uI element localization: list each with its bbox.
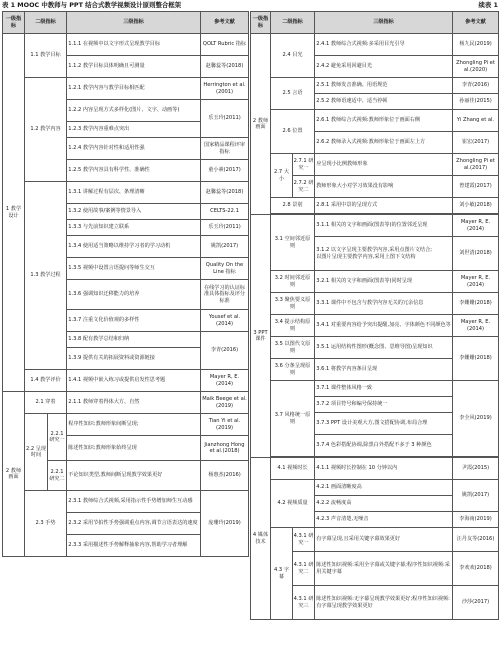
reference-cell: 在线学习的认证标准具体指标及评分标准 [201, 280, 249, 310]
indicator-cell: 1.3.8 配有教学总结和归纳 [67, 332, 201, 348]
table-row [251, 198, 499, 214]
subcategory-cell: 3.5 以图代文原则 [271, 337, 315, 359]
reference-cell: Mayer R, E.(2014) [201, 370, 249, 392]
indicator-cell: 4.1.1 视频时长控制在 10 分钟以内 [315, 458, 453, 480]
table-row [3, 491, 249, 513]
category-cell: 3 PPT 课件 [251, 215, 271, 458]
indicator-cell: 1.2.2 内容呈现方式多样化(图片、文字、动画等) [67, 100, 201, 122]
table-header-row [251, 12, 499, 34]
reference-cell: Mayer R, E.(2014) [453, 315, 499, 337]
reference-cell: 刘小敏(2018) [453, 198, 499, 214]
indicator-cell: 1.2.3 教学内容重难点突出 [67, 122, 201, 138]
indicator-cell: 不论知识类型,教师间断呈现教学效果更好 [67, 461, 201, 491]
indicator-cell: 1.1.2 教学目标具体明确且可测量 [67, 56, 201, 78]
indicator-cell: 3.1.1 相关的文字和画面(图表等)的位置邻近呈现 [315, 215, 453, 237]
subcategory-cell: 3.6 分条呈现原则 [271, 359, 315, 381]
reference-cell: Jianzhong Hong et al.(2018) [201, 436, 249, 461]
reference-cell: 汪丹友等(2016) [453, 528, 499, 552]
table-row [251, 528, 499, 552]
reference-cell: 李全风(2019) [453, 381, 499, 457]
indicator-cell: 教师形象大小对学习效果没有影响 [315, 176, 453, 198]
reference-cell: 赵馨蕊等(2018) [201, 182, 249, 204]
indicator-cell: 3.7.2 项目符号和编号保持统一 [315, 397, 453, 413]
left-table [2, 11, 249, 557]
category-cell: 4 媒体技术 [251, 458, 271, 620]
reference-cell: 刘世清(2018) [453, 237, 499, 271]
table-header-row [3, 12, 249, 34]
reference-cell: Mayer R, E.(2014) [453, 271, 499, 293]
indicator-cell: 2.4.1 教师综合式视频:多采用目光引导 [315, 34, 453, 56]
subcategory-cell: 2.2 呈现时间 [25, 414, 48, 491]
reference-cell: 李欢欢(2018) [453, 552, 499, 586]
indicator-cell: 3.2.1 相关的文字和画面(图表等)同时呈现 [315, 271, 453, 293]
reference-cell: 李海南(2019) [453, 512, 499, 528]
indicator-cell [315, 237, 453, 271]
indicator-cell: 3.3.1 课件中不包含与教学内容无关的冗余信息 [315, 293, 453, 315]
table-row [3, 182, 249, 204]
reference-cell: 孙丽佳(2015) [453, 94, 499, 110]
reference-cell: 赵馨蕊等(2018) [201, 56, 249, 78]
table-row [3, 392, 249, 414]
col-header-level2: 二级指标 [25, 12, 67, 34]
col-header-level1: 一级指标 [251, 12, 271, 34]
subcategory-cell: 4.1 视频时长 [271, 458, 315, 480]
col-header-reference: 参考文献 [201, 12, 249, 34]
indicator-cell: 3.7.3 PPT 设计美观大方,图文搭配协调,布局合理 [315, 413, 453, 435]
indicator-cell: 3.4.1 对重要内容给予突出提醒,加亮、字体颜色不同颜色等 [315, 315, 453, 337]
subcategory-cell: 3.7 风格统一原则 [271, 381, 315, 457]
reference-cell: Herrington et al.(2001) [201, 78, 249, 100]
reference-cell: 崔宏(2017) [453, 132, 499, 154]
reference-cell: Quality On the Line 指标 [201, 258, 249, 280]
reference-cell: Maik Beege et al.(2019) [201, 392, 249, 414]
indicator-cell: 2.4.2 避免采用回避目光 [315, 56, 453, 78]
reference-cell: 杨九民(2019) [453, 34, 499, 56]
indicator-cell: 1.3.9 提供有关的拓展资料或资源链接 [67, 348, 201, 370]
subcategory-cell: 2.8 景别 [271, 198, 315, 214]
indicator-cell: 2.3.1 教师综合式视频,采用指示性手势增加师生互动感 [67, 491, 201, 513]
table-row [251, 458, 499, 480]
study-cell: 2.2.1 研究一 [48, 414, 67, 461]
indicator-cell: 3.5.1 运用结构性图形(概念图、思维导图)呈现知识 [315, 337, 453, 359]
indicator-cell: 1.3.1 讲解过程有层次、条理清晰 [67, 182, 201, 204]
reference-cell: 姚凯(2017) [453, 480, 499, 512]
indicator-cell: 2.5.1 教师发音准确、用语规范 [315, 78, 453, 94]
reference-cell: 沙莎(2017) [453, 586, 499, 620]
reference-cell: Tian Yi et al.(2019) [201, 414, 249, 436]
col-header-level1: 一级指标 [3, 12, 25, 34]
study-cell: 2.7.2 研究二 [293, 176, 315, 198]
indicator-cell: 2.6.1 教师综合式视频:教师形象位于画面右侧 [315, 110, 453, 132]
indicator-cell: 4.2.3 声音清楚,无噪音 [315, 512, 453, 528]
indicator-cell: 1.3.2 使用故事/案例等情景导入 [67, 204, 201, 220]
col-header-level2: 二级指标 [271, 12, 315, 34]
reference-cell: Yousef et al.(2014) [201, 310, 249, 332]
table-title: 表 1 MOOC 中教师与 PPT 结合式教学视频设计原则整合框架 [2, 1, 182, 9]
indicator-cell: 1.3.6 强调知识迁移能力的培养 [67, 280, 201, 310]
indicator-cell: 2.3.2 采用节拍性手势强调重点内容,调节言语表达的速度 [67, 513, 201, 535]
table-row [251, 215, 499, 237]
indicator-cell: 1.2.1 教学内容与教学目标相匹配 [67, 78, 201, 100]
indicator-cell: 1.3.5 视频中设置言语提问等师生交互 [67, 258, 201, 280]
subcategory-cell: 2.5 言语 [271, 78, 315, 110]
table-row [251, 315, 499, 337]
indicator-line: 以图片呈现主要教学内容,采用上图下文结构 [316, 253, 416, 260]
reference-cell: 童小素(2017) [201, 160, 249, 182]
col-header-level3: 三级指标 [315, 12, 453, 34]
reference-cell: 庞珊玲(2019) [201, 491, 249, 557]
table-row [251, 271, 499, 293]
table-row [251, 154, 499, 176]
indicator-cell: 1.3.7 注重文化价值观的多样性 [67, 310, 201, 332]
indicator-cell: 2.8.1 采用中景的呈现方式 [315, 198, 453, 214]
table-row [3, 414, 249, 436]
indicator-cell: 2.1.1 教师穿着得体大方、自然 [67, 392, 201, 414]
indicator-cell: 1.4.1 视频中嵌入练习或提供启发性思考题 [67, 370, 201, 392]
reference-cell: 杨惠杰(2016) [201, 461, 249, 491]
study-cell: 2.7.1 研究一 [293, 154, 315, 176]
indicator-cell: 4.2.2 流畅度高 [315, 496, 453, 512]
indicator-cell: 陈述性知识:教师形象始终呈现 [67, 436, 201, 461]
table-row [251, 78, 499, 94]
subcategory-cell: 2.4 目光 [271, 34, 315, 78]
table-header-bar [2, 0, 498, 10]
reference-cell: 李姗姗(2018) [453, 337, 499, 381]
reference-cell: 李青(2016) [453, 78, 499, 94]
table-row [251, 480, 499, 496]
table-row [3, 78, 249, 100]
reference-cell: Zhongling Pi et al.(2020) [453, 56, 499, 78]
reference-cell: 李姗姗(2018) [453, 293, 499, 315]
subcategory-cell: 1.3 教学过程 [25, 182, 67, 370]
reference-cell: Zhongling Pi et al.(2017) [453, 154, 499, 176]
indicator-cell: 陈述性知识视频:无字幕呈现教学效果更好;程序性知识视频:有字幕呈现教学效果更好 [315, 586, 453, 620]
table-row [251, 337, 499, 359]
indicator-cell: 有字幕呈现,且采用关键字幕效果更好 [315, 528, 453, 552]
reference-cell: Mayer R, E.(2014) [453, 215, 499, 237]
indicator-cell: 1.3.3 与先前知识建立联系 [67, 220, 201, 236]
study-cell: 4.3.1 研究二 [293, 552, 315, 586]
indicator-cell: 3.7.4 色彩搭配协调,除黑白外搭配不多于 3 种颜色 [315, 435, 453, 457]
subcategory-cell: 2.6 位置 [271, 110, 315, 154]
subcategory-cell: 3.1 空间邻近原则 [271, 215, 315, 271]
reference-cell: 乐玉玲(2011) [201, 100, 249, 138]
reference-cell: QOLT Rubric 指标 [201, 34, 249, 56]
table-row [251, 381, 499, 397]
subcategory-cell: 2.3 手势 [25, 491, 67, 557]
indicator-line: 3.1.2 以文字呈现主要教学内容,采用点图片文结合; [316, 247, 432, 254]
indicator-cell: 陈述性知识视频:采用全字幕或关键字幕;程序性知识视频:采用关键字幕 [315, 552, 453, 586]
subcategory-cell: 1.4 教学评价 [25, 370, 67, 392]
table-row [251, 34, 499, 56]
indicator-cell: 1.3.4 使用适当策略以维持学习者的学习动机 [67, 236, 201, 258]
indicator-cell: 2.5.2 教师语速适中、适当停顿 [315, 94, 453, 110]
indicator-cell: 4.2.1 画面清晰度高 [315, 480, 453, 496]
table-row [3, 370, 249, 392]
study-cell: 2.2.1 研究二 [48, 461, 67, 491]
indicator-cell: 1.1.1 在视频中以文字形式呈现教学目标 [67, 34, 201, 56]
reference-cell: Yi Zhang et al. [453, 110, 499, 132]
reference-cell: 曾建霞(2017) [453, 176, 499, 198]
indicator-cell: 1.2.4 教学内容针对性和适用性强 [67, 138, 201, 160]
reference-cell: 尹霞(2015) [453, 458, 499, 480]
subcategory-cell: 3.3 聚焦要义原则 [271, 293, 315, 315]
subcategory-cell: 1.2 教学内容 [25, 78, 67, 182]
reference-cell: 乐玉玲(2011) [201, 220, 249, 236]
right-table [250, 11, 499, 620]
study-cell: 4.3.1 研究一 [293, 528, 315, 552]
table-row [251, 110, 499, 132]
subcategory-cell: 3.4 提示结构原则 [271, 315, 315, 337]
category-cell: 2 教师画面 [3, 392, 25, 557]
reference-cell: 姚凯(2017) [201, 236, 249, 258]
subcategory-cell: 3.2 时间邻近原则 [271, 271, 315, 293]
table-row [3, 34, 249, 56]
subcategory-cell: 2.1 穿着 [25, 392, 67, 414]
table-row [251, 293, 499, 315]
indicator-cell: 1.2.5 教学内容具有科学性、准确性 [67, 160, 201, 182]
indicator-cell: 2.6.2 教师录入式视频:教师形象位于画面左上方 [315, 132, 453, 154]
reference-cell: CELTS-22.1 [201, 204, 249, 220]
subcategory-cell: 1.1 教学目标 [25, 34, 67, 78]
continuation-label: 续表 1 [478, 1, 498, 9]
subcategory-cell: 2.7 大小 [271, 154, 293, 198]
col-header-reference: 参考文献 [453, 12, 499, 34]
subcategory-cell: 4.2 视频质量 [271, 480, 315, 528]
indicator-cell: 3.6.1 将教学内容条目呈现 [315, 359, 453, 381]
indicator-cell: 3.7.1 课件整体风格一致 [315, 381, 453, 397]
reference-cell: 李青(2016) [201, 332, 249, 370]
category-cell: 1 教学设计 [3, 34, 25, 392]
subcategory-cell: 4.3 字幕 [271, 528, 293, 620]
col-header-level3: 三级指标 [67, 12, 201, 34]
indicator-cell: 程序性知识:教师形象间断呈现; [67, 414, 201, 436]
indicator-cell: 应呈现小比例教师形象 [315, 154, 453, 176]
category-cell: 2 教师画面 [251, 34, 271, 215]
indicator-cell: 2.3.3 采用描述性手势解释抽象内容,帮助学习者理解 [67, 535, 201, 557]
study-cell: 4.3.1 研究三 [293, 586, 315, 620]
reference-cell: 国家精品课程评审指标 [201, 138, 249, 160]
